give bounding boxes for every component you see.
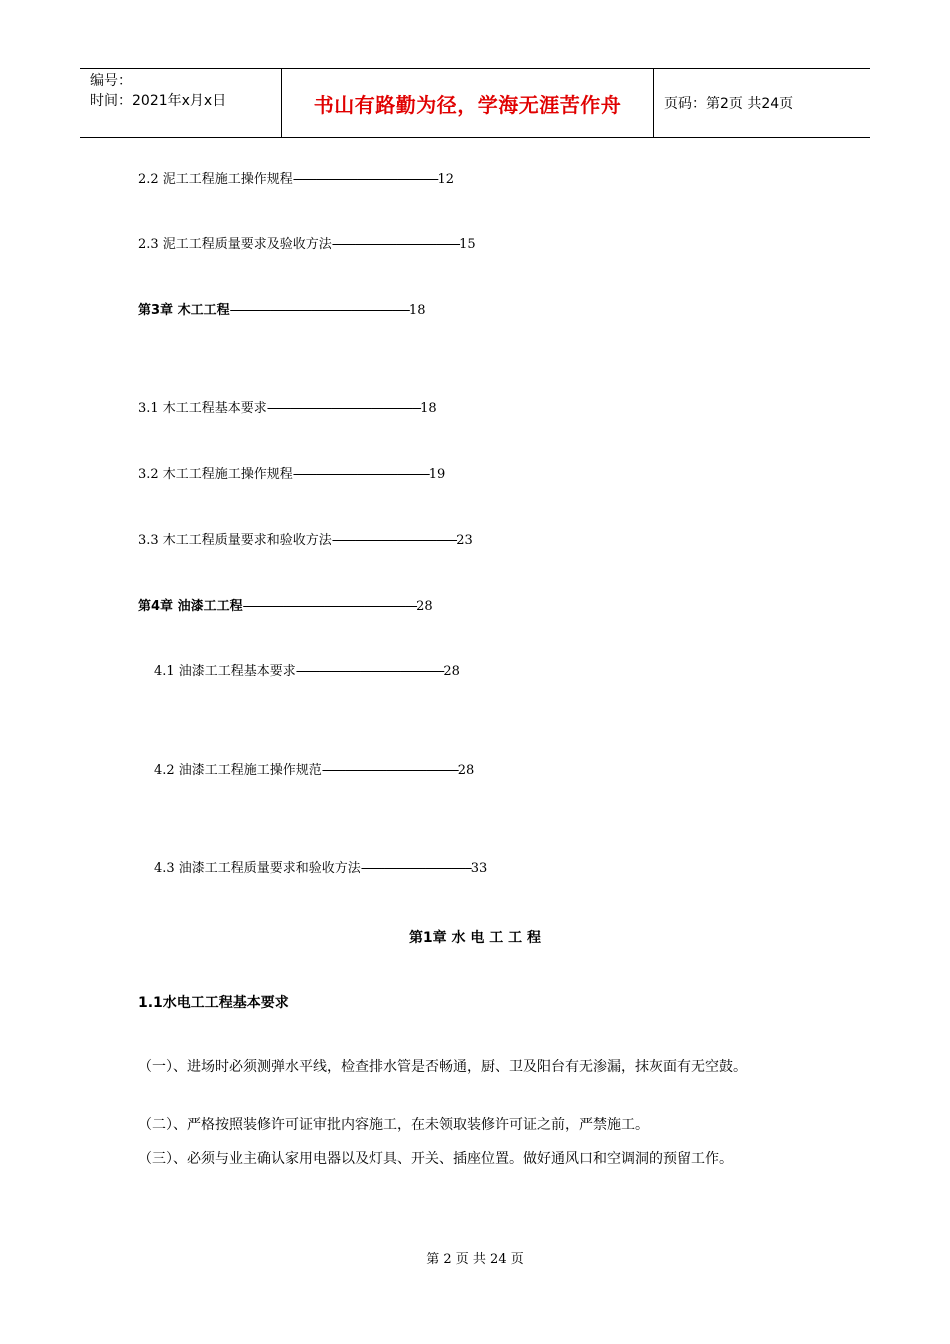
toc-label: 2.2 泥工工程施工操作规程 [138,172,293,187]
toc-leader: ----------------------------------------------------- [266,401,421,416]
toc-leader: ------------------------------------------------------------ [242,599,417,614]
toc-page: 15 [459,237,476,252]
body-paragraph: （三）、必须与业主确认家用电器以及灯具、开关、插座位置。做好通风口和空调洞的预留工作。 [138,1151,733,1167]
toc-label: 4.2 油漆工工程施工操作规范 [154,763,322,778]
header-page-info: 页码：第2页 共24页 [664,96,794,112]
header-divider [653,69,654,137]
body-paragraph: （一）、进场时必须测弹水平线，检查排水管是否畅通，厨、卫及阳台有无渗漏，抹灰面有无空鼓。 [138,1059,747,1075]
toc-entry [154,663,460,681]
toc-page: 19 [428,467,446,482]
toc-label: 第4章 油漆工工程 [138,599,243,614]
toc-label: 4.1 油漆工工程基本要求 [154,664,296,679]
header-meta [90,71,280,111]
toc-label: 第3章 木工工程 [138,303,230,318]
toc-leader: -------------------------------------------------------------- [229,303,409,318]
toc-entry [138,466,445,484]
toc-page: 28 [457,763,475,778]
toc-chapter-entry [138,598,433,616]
toc-leader: --------------------------------------------------- [295,664,444,679]
time-label: 时间：2021年x月x日 [90,93,227,109]
toc-label: 2.3 泥工工程质量要求及验收方法 [138,237,332,252]
toc-page: 18 [408,303,426,318]
toc-page: 12 [437,172,454,187]
toc-label: 3.3 木工工程质量要求和验收方法 [138,533,332,548]
header-motto: 书山有路勤为径，学海无涯苦作舟 [313,93,622,117]
toc-page: 33 [470,861,488,876]
toc-leader: -------------------------------------- [360,861,471,876]
number-label: 编号： [90,73,132,89]
chapter-title: 第1章 水 电 工 工 程 [408,930,542,946]
toc-page: 28 [443,664,460,679]
toc-label: 3.2 木工工程施工操作规程 [138,467,293,482]
toc-leader: ----------------------------------------------- [321,763,458,778]
toc-entry [138,171,454,189]
toc-leader: -------------------------------------------- [331,237,460,252]
toc-page: 23 [456,533,473,548]
toc-page: 18 [420,401,437,416]
toc-leader: -------------------------------------------------- [292,172,438,187]
toc-entry [154,762,474,780]
toc-leader: ----------------------------------------------- [292,467,429,482]
toc-entry [138,532,473,550]
toc-leader: ------------------------------------------- [331,533,457,548]
toc-entry [138,236,476,254]
toc-label: 3.1 木工工程基本要求 [138,401,267,416]
page-header [80,68,870,138]
page-footer: 第 2 页 共 24 页 [426,1252,524,1267]
toc-label: 4.3 油漆工工程质量要求和验收方法 [154,861,361,876]
toc-entry [138,400,437,418]
toc-entry [154,860,487,878]
section-title: 1.1水电工工程基本要求 [138,995,289,1011]
toc-page: 28 [416,599,433,614]
toc-chapter-entry [138,302,425,320]
body-paragraph: （二）、严格按照装修许可证审批内容施工，在未领取装修许可证之前，严禁施工。 [138,1117,649,1133]
